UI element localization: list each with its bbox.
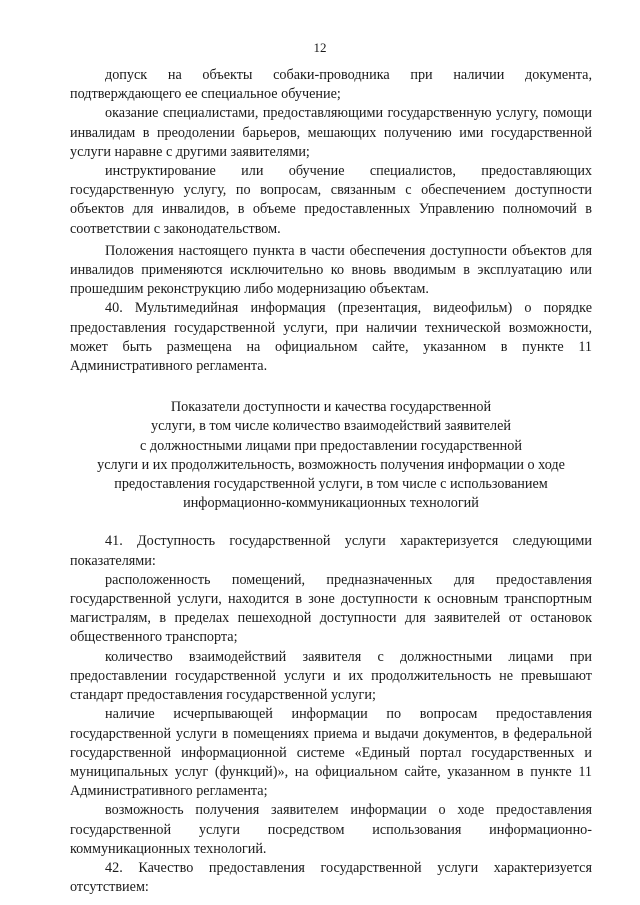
paragraph: инструктирование или обучение специалистов, предоставляющих государственную услугу, по вопросам, связанным с обеспечением доступности объектов для инвалидов, в объеме предоставленных Управлению полномочий в соответствии с законодательством. xyxy=(70,163,592,237)
paragraph: наличие исчерпывающей информации по вопросам предоставления государственной услуги в помещениях приема и выдачи документов, в федеральной государственной информационной системе «Единый портал государственных и муниципальных услуг (функций)», на официальном сайте, указанном в пункте 11 Административного регламента; xyxy=(70,706,592,800)
paragraph: оказание специалистами, предоставляющими государственную услугу, помощи инвалидам в преодолении барьеров, мешающих получению ими государственной услуги наравне с другими заявителями; xyxy=(70,105,592,160)
heading-line: услуги, в том числе количество взаимодействий заявителей xyxy=(151,418,511,435)
paragraph: 41. Доступность государственной услуги характеризуется следующими показателями: xyxy=(70,533,592,569)
paragraph: 40. Мультимедийная информация (презентация, видеофильм) о порядке предоставления государственной услуги, при наличии технической возможности, может быть размещена на официальном сайте, указанном в пункте 11 Административного регламента. xyxy=(70,300,592,375)
heading-line: предоставления государственной услуги, в том числе с использованием xyxy=(114,476,548,493)
paragraph: возможность получения заявителем информации о ходе предоставления государственной услуги посредством использования информационно-коммуникационных технологий. xyxy=(70,802,592,857)
heading-line: услуги и их продолжительность, возможность получения информации о ходе xyxy=(97,456,565,473)
section-heading xyxy=(70,398,592,513)
heading-line: с должностными лицами при предоставлении государственной xyxy=(140,437,522,454)
paragraph: 42. Качество предоставления государственной услуги характеризуется отсутствием: xyxy=(70,859,592,896)
heading-line: Показатели доступности и качества государственной xyxy=(170,399,492,416)
paragraph: расположенность помещений, предназначенных для предоставления государственной услуги, находится в зоне доступности к основным транспортным магистралям, в пределах пешеходной доступности для заявителей от остановок общественного транспорта; xyxy=(70,571,592,646)
document-body xyxy=(70,66,592,897)
paragraph: количество взаимодействий заявителя с должностными лицами при предоставлении государственной услуги и их продолжительность не превышают стандарт предоставления государственной услуги; xyxy=(70,648,592,704)
paragraph: допуск на объекты собаки-проводника при наличии документа, подтверждающего ее специальное обучение; xyxy=(70,67,592,103)
page-number: 12 xyxy=(313,40,327,55)
heading-line: информационно-коммуникационных технологий xyxy=(183,495,479,512)
paragraph: Положения настоящего пункта в части обеспечения доступности объектов для инвалидов применяются исключительно ко вновь вводимым в эксплуатацию или прошедшим реконструкцию либо модернизацию объектам. xyxy=(70,242,592,298)
